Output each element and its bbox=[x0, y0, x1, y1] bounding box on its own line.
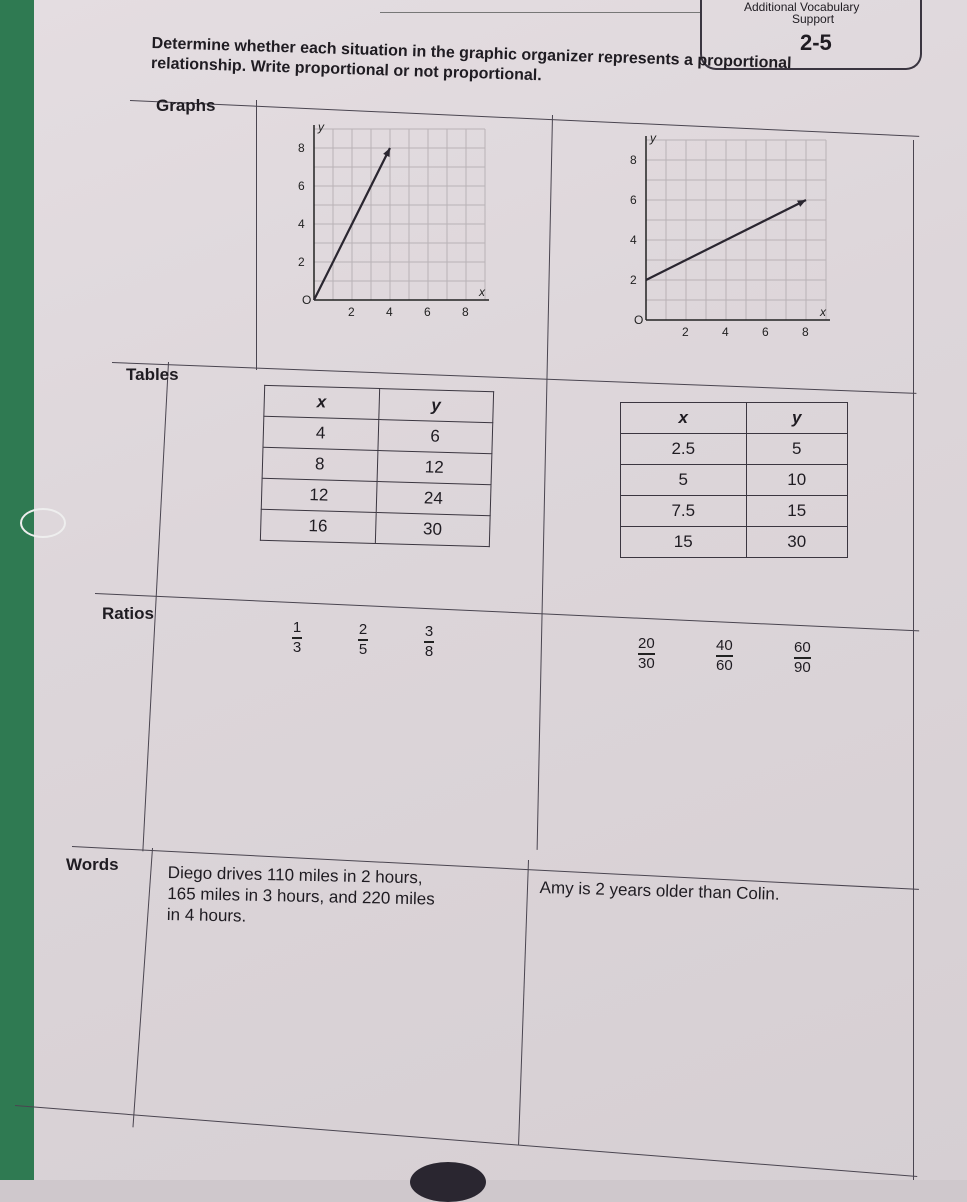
ratio-fraction bbox=[292, 620, 302, 656]
y-axis-label: y bbox=[650, 131, 656, 145]
y-tick-label: 6 bbox=[630, 193, 637, 207]
numerator: 40 bbox=[716, 637, 733, 654]
table-header-x: x bbox=[264, 385, 379, 419]
header-label: Additional Vocabulary bbox=[744, 0, 860, 14]
y-tick-label: 4 bbox=[298, 217, 305, 231]
table-cell: 7.5 bbox=[621, 496, 747, 527]
words-line: Amy is 2 years older than Colin. bbox=[539, 877, 780, 904]
table-cell: 12 bbox=[261, 478, 376, 512]
table-cell: 5 bbox=[621, 465, 747, 496]
x-tick-label: 6 bbox=[762, 325, 769, 339]
x-tick-label: 6 bbox=[424, 305, 431, 319]
origin-label: O bbox=[302, 293, 312, 307]
y-tick-label: 4 bbox=[630, 233, 637, 247]
table-cell: 16 bbox=[260, 509, 375, 543]
tables-label: Tables bbox=[126, 365, 179, 384]
right-border bbox=[913, 140, 914, 1180]
green-binder-edge bbox=[0, 0, 34, 1180]
graph-right bbox=[618, 131, 854, 350]
table-cell: 8 bbox=[262, 447, 377, 481]
binder-hole bbox=[20, 508, 66, 538]
lesson-number: 2-5 bbox=[800, 30, 832, 55]
numerator: 60 bbox=[794, 639, 811, 656]
name-line bbox=[380, 12, 702, 13]
table-right bbox=[620, 402, 848, 558]
x-tick-label: 2 bbox=[682, 325, 689, 339]
y-tick-label: 8 bbox=[630, 153, 637, 167]
ratio-fraction bbox=[358, 622, 368, 658]
table-row bbox=[621, 434, 848, 465]
ratios-label: Ratios bbox=[102, 604, 154, 623]
table-row bbox=[621, 527, 848, 558]
table-left bbox=[260, 385, 494, 547]
table-cell: 6 bbox=[377, 420, 492, 454]
numerator: 2 bbox=[358, 621, 368, 638]
words-label: Words bbox=[66, 855, 119, 874]
denominator: 90 bbox=[794, 658, 811, 676]
denominator: 60 bbox=[716, 656, 733, 674]
graphs-label: Graphs bbox=[156, 96, 216, 115]
table-header-y: y bbox=[378, 389, 493, 423]
words-line: Diego drives 110 miles in 2 hours, bbox=[167, 862, 423, 888]
x-tick-label: 8 bbox=[802, 325, 809, 339]
y-tick-label: 2 bbox=[298, 255, 305, 269]
y-tick-label: 8 bbox=[298, 141, 305, 155]
denominator: 5 bbox=[358, 640, 368, 658]
table-cell: 12 bbox=[377, 451, 492, 485]
table-cell: 10 bbox=[746, 465, 847, 496]
table-cell: 30 bbox=[746, 527, 847, 558]
words-line: 165 miles in 3 hours, and 220 miles bbox=[167, 883, 435, 909]
x-tick-label: 4 bbox=[386, 305, 393, 319]
graph-left bbox=[278, 118, 508, 338]
table-row bbox=[621, 465, 848, 496]
table-cell: 4 bbox=[263, 416, 378, 450]
table-cell: 30 bbox=[375, 512, 490, 546]
table-cell: 5 bbox=[746, 434, 847, 465]
table-header-x: x bbox=[621, 403, 747, 434]
x-tick-label: 2 bbox=[348, 305, 355, 319]
y-axis-label: y bbox=[318, 120, 324, 134]
table-row bbox=[621, 496, 848, 527]
y-tick-label: 6 bbox=[298, 179, 305, 193]
x-axis-label: x bbox=[479, 285, 485, 299]
instructions: Determine whether each situation in the graphic organizer represents a proportional relationship. Write proportional or not proportional. bbox=[150, 34, 792, 85]
numerator: 20 bbox=[638, 635, 655, 652]
numerator: 1 bbox=[292, 619, 302, 636]
words-left bbox=[167, 862, 436, 931]
col-divider-graphs-left bbox=[256, 100, 257, 370]
table-cell: 24 bbox=[376, 481, 491, 515]
table-cell: 2.5 bbox=[621, 434, 747, 465]
x-axis-label: x bbox=[820, 305, 826, 319]
header-sublabel: Support bbox=[792, 12, 835, 26]
ratio-fraction bbox=[638, 636, 655, 672]
shadow-blob bbox=[410, 1162, 486, 1202]
table-cell: 15 bbox=[621, 527, 747, 558]
table-header-y: y bbox=[746, 403, 847, 434]
numerator: 3 bbox=[424, 623, 434, 640]
ratio-fraction bbox=[794, 640, 811, 676]
denominator: 3 bbox=[292, 638, 302, 656]
table-row bbox=[260, 509, 490, 546]
denominator: 8 bbox=[424, 642, 434, 660]
x-tick-label: 4 bbox=[722, 325, 729, 339]
ratio-fraction bbox=[716, 638, 733, 674]
ratio-fraction bbox=[424, 624, 434, 660]
denominator: 30 bbox=[638, 654, 655, 672]
words-line: in 4 hours. bbox=[166, 904, 247, 926]
y-tick-label: 2 bbox=[630, 273, 637, 287]
table-cell: 15 bbox=[746, 496, 847, 527]
x-tick-label: 8 bbox=[462, 305, 469, 319]
origin-label: O bbox=[634, 313, 644, 327]
